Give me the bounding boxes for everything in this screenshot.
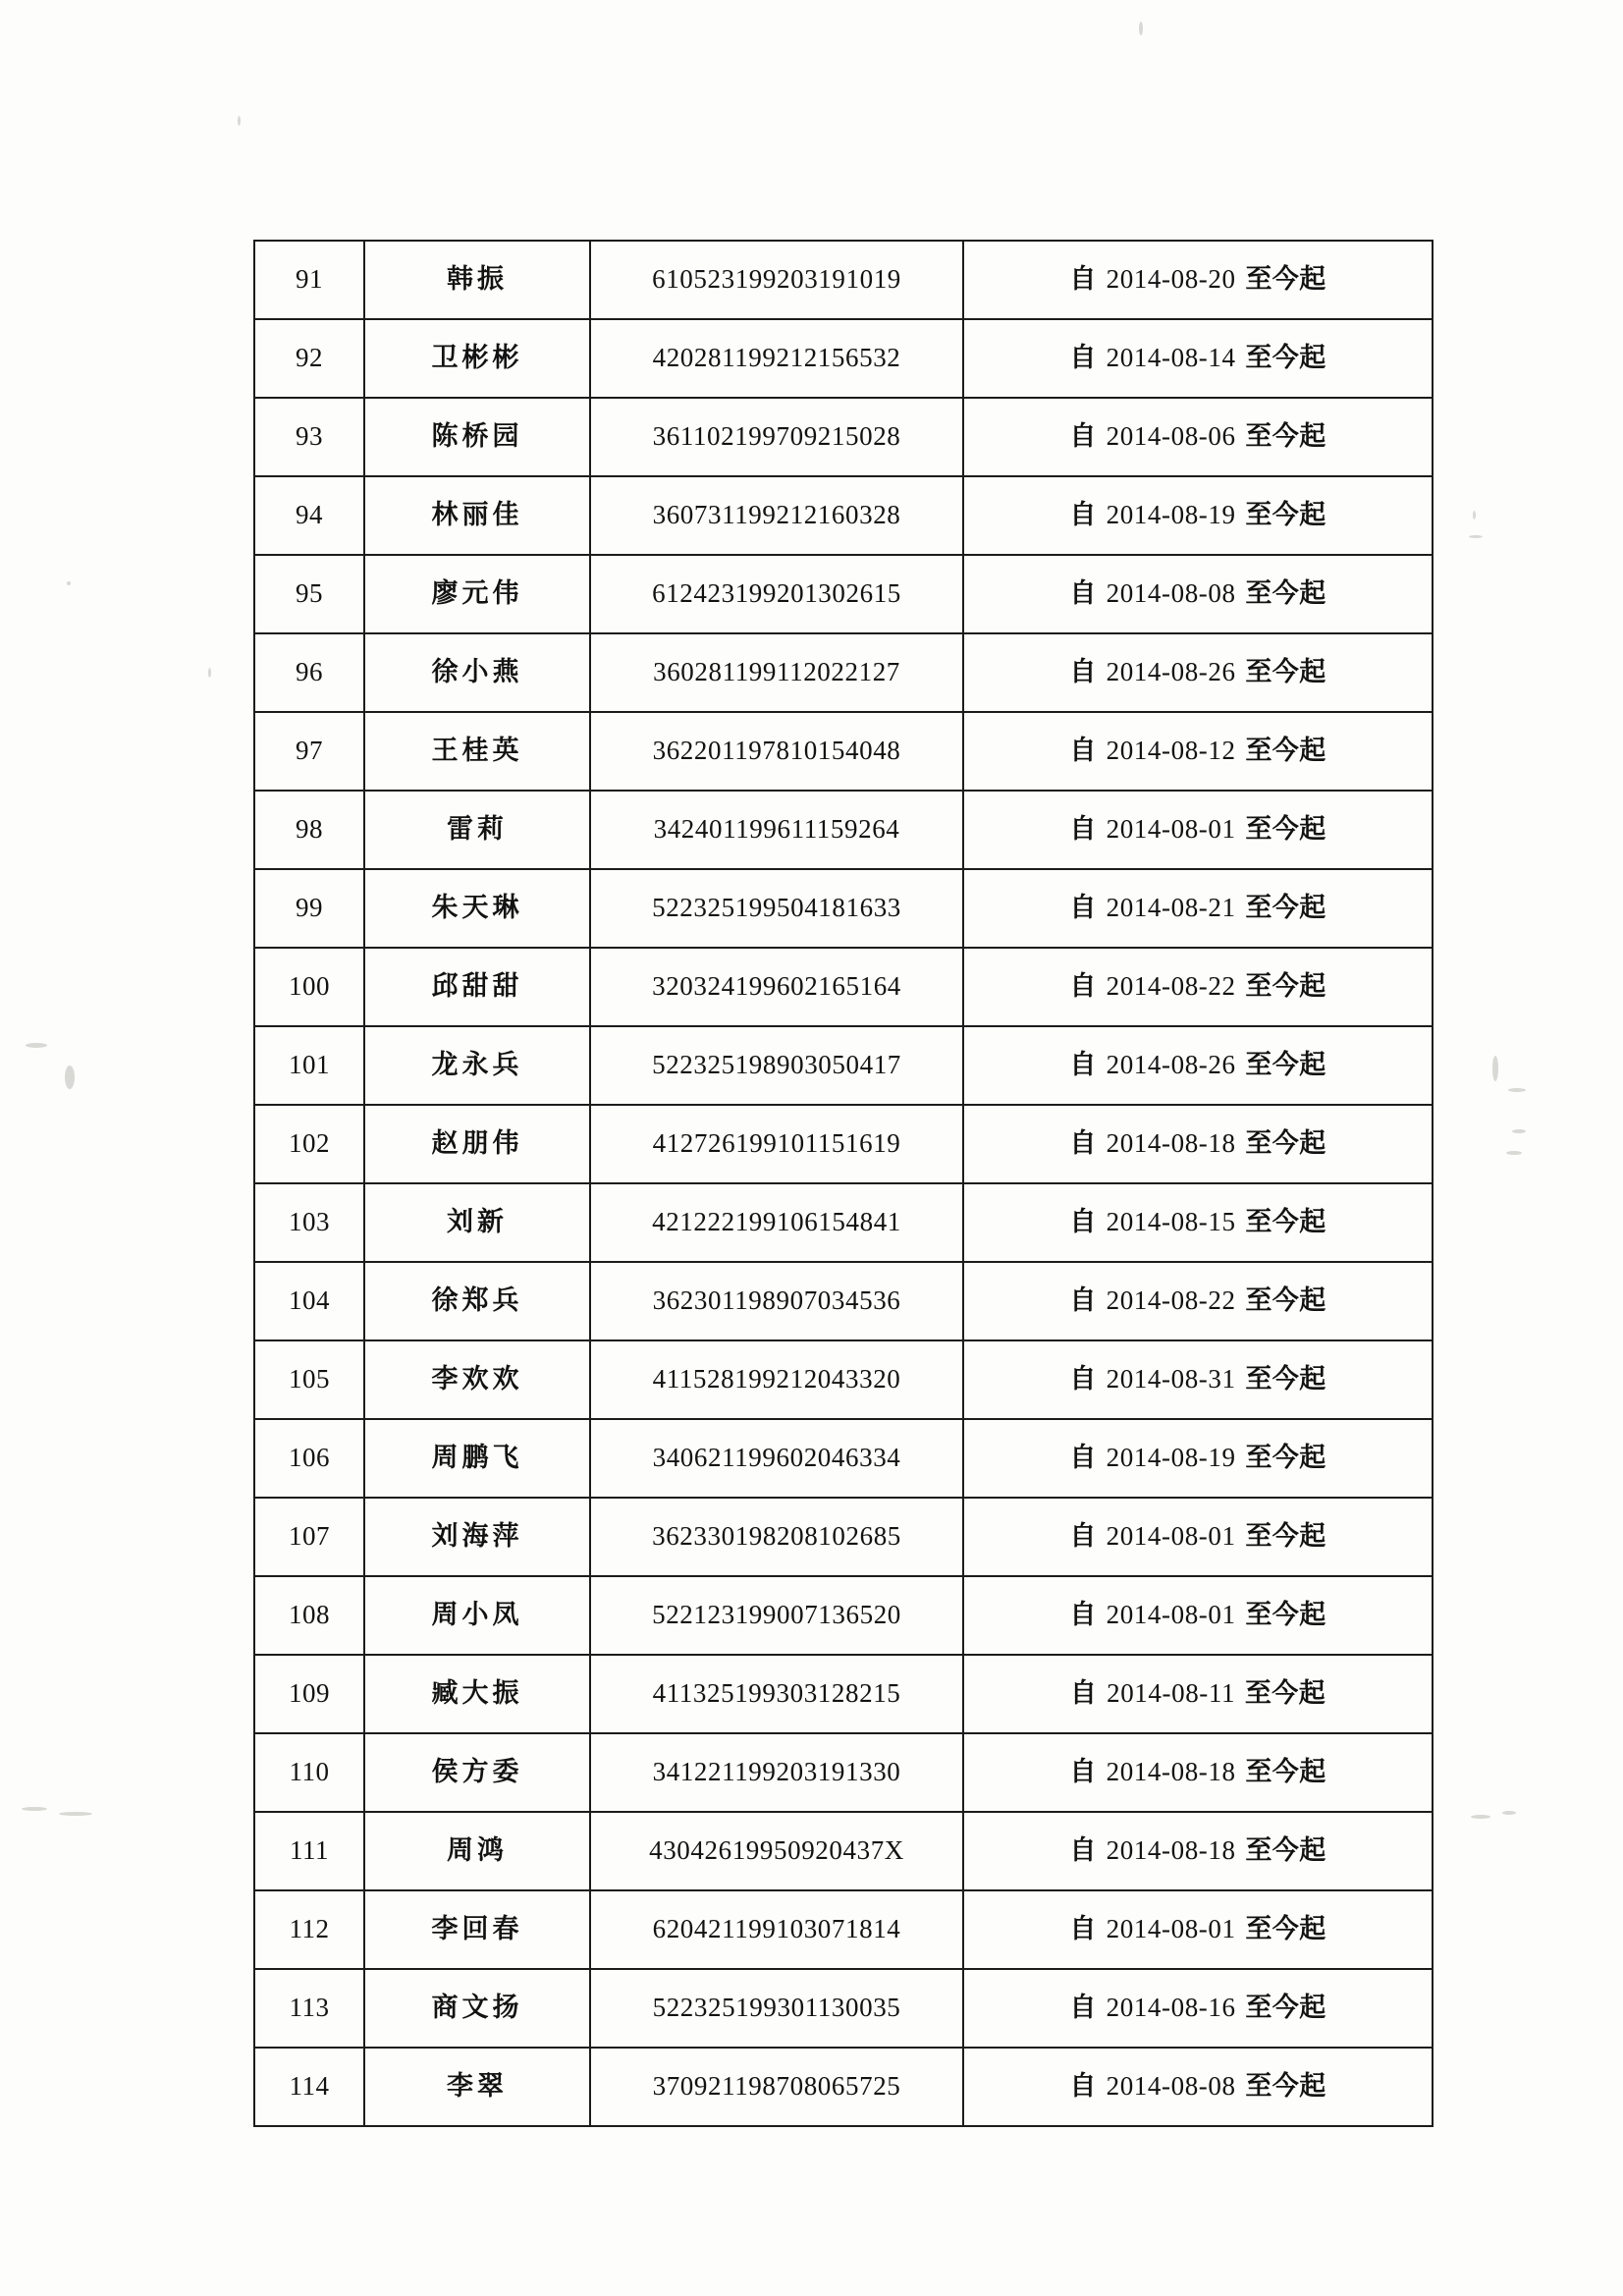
row-index: 92 <box>254 319 364 398</box>
row-id-number: 612423199201302615 <box>590 555 963 633</box>
row-date-range <box>963 1812 1433 1890</box>
row-index: 108 <box>254 1576 364 1655</box>
date-prefix: 自 <box>1069 971 1097 1003</box>
row-index: 91 <box>254 241 364 319</box>
date-prefix: 自 <box>1069 893 1097 924</box>
row-date-range <box>963 1969 1433 2048</box>
scan-speck <box>1502 1811 1516 1815</box>
row-index: 97 <box>254 712 364 791</box>
date-prefix: 自 <box>1069 421 1097 453</box>
row-id-number: 411325199303128215 <box>590 1655 963 1733</box>
row-id-number: 421222199106154841 <box>590 1183 963 1262</box>
date-value: 2014-08-01 <box>1106 1914 1236 1944</box>
row-index: 109 <box>254 1655 364 1733</box>
row-id-number: 620421199103071814 <box>590 1890 963 1969</box>
scan-speck <box>1492 1056 1498 1081</box>
date-prefix: 自 <box>1069 736 1097 767</box>
scan-speck <box>1506 1151 1522 1155</box>
table-row <box>254 1733 1433 1812</box>
row-id-number: 412726199101151619 <box>590 1105 963 1183</box>
row-date-range <box>963 1105 1433 1183</box>
date-suffix: 至今起 <box>1245 893 1326 924</box>
date-value: 2014-08-06 <box>1106 421 1236 452</box>
scan-speck <box>26 1043 47 1048</box>
date-prefix: 自 <box>1069 657 1097 688</box>
row-id-number: 522325198903050417 <box>590 1026 963 1105</box>
row-date-range <box>963 791 1433 869</box>
date-prefix: 自 <box>1069 1443 1097 1474</box>
date-suffix: 至今起 <box>1245 2071 1326 2103</box>
row-name: 龙永兵 <box>364 1026 590 1105</box>
row-date-range <box>963 1419 1433 1498</box>
row-name: 林丽佳 <box>364 476 590 555</box>
row-name: 赵朋伟 <box>364 1105 590 1183</box>
table-row <box>254 1183 1433 1262</box>
table-row <box>254 398 1433 476</box>
row-id-number: 361102199709215028 <box>590 398 963 476</box>
date-value: 2014-08-01 <box>1106 1600 1236 1630</box>
row-name: 徐郑兵 <box>364 1262 590 1340</box>
date-suffix: 至今起 <box>1245 343 1326 374</box>
table-row <box>254 1969 1433 2048</box>
row-index: 98 <box>254 791 364 869</box>
row-id-number: 342401199611159264 <box>590 791 963 869</box>
row-date-range <box>963 1026 1433 1105</box>
row-id-number: 522325199301130035 <box>590 1969 963 2048</box>
date-value: 2014-08-18 <box>1106 1128 1236 1159</box>
date-suffix: 至今起 <box>1245 1521 1326 1553</box>
row-index: 95 <box>254 555 364 633</box>
registry-table <box>253 240 1434 2127</box>
date-suffix: 至今起 <box>1245 1835 1326 1867</box>
table-row <box>254 1890 1433 1969</box>
row-index: 94 <box>254 476 364 555</box>
row-date-range <box>963 476 1433 555</box>
row-date-range <box>963 1183 1433 1262</box>
row-date-range <box>963 1498 1433 1576</box>
scan-speck <box>1469 535 1483 538</box>
date-prefix: 自 <box>1069 2071 1097 2103</box>
row-id-number: 362201197810154048 <box>590 712 963 791</box>
row-id-number: 522123199007136520 <box>590 1576 963 1655</box>
row-name: 李翠 <box>364 2048 590 2126</box>
row-index: 110 <box>254 1733 364 1812</box>
table-row <box>254 869 1433 948</box>
row-index: 103 <box>254 1183 364 1262</box>
row-name: 刘海萍 <box>364 1498 590 1576</box>
row-date-range <box>963 2048 1433 2126</box>
scan-speck <box>1139 22 1143 35</box>
date-suffix: 至今起 <box>1245 657 1326 688</box>
date-prefix: 自 <box>1069 1993 1097 2024</box>
row-name: 李回春 <box>364 1890 590 1969</box>
table-row <box>254 1026 1433 1105</box>
row-index: 104 <box>254 1262 364 1340</box>
row-index: 101 <box>254 1026 364 1105</box>
table-row <box>254 712 1433 791</box>
date-value: 2014-08-01 <box>1106 1521 1236 1552</box>
table-row <box>254 1576 1433 1655</box>
scan-speck <box>238 116 241 126</box>
date-suffix: 至今起 <box>1245 814 1326 846</box>
row-date-range <box>963 712 1433 791</box>
scan-speck <box>1473 511 1476 519</box>
date-value: 2014-08-22 <box>1106 1285 1236 1316</box>
row-date-range <box>963 1576 1433 1655</box>
date-value: 2014-08-08 <box>1106 2071 1236 2102</box>
row-id-number: 43042619950920437X <box>590 1812 963 1890</box>
date-value: 2014-08-16 <box>1106 1993 1236 2023</box>
table-row <box>254 1498 1433 1576</box>
date-suffix: 至今起 <box>1245 1207 1326 1238</box>
row-id-number: 420281199212156532 <box>590 319 963 398</box>
date-prefix: 自 <box>1069 1835 1097 1867</box>
row-id-number: 411528199212043320 <box>590 1340 963 1419</box>
date-value: 2014-08-26 <box>1106 1050 1236 1080</box>
row-index: 113 <box>254 1969 364 2048</box>
row-index: 111 <box>254 1812 364 1890</box>
scan-speck <box>67 581 71 585</box>
row-date-range <box>963 319 1433 398</box>
date-suffix: 至今起 <box>1245 1993 1326 2024</box>
date-suffix: 至今起 <box>1245 736 1326 767</box>
registry-table-body <box>254 241 1433 2126</box>
date-suffix: 至今起 <box>1245 264 1326 296</box>
date-suffix: 至今起 <box>1245 1914 1326 1945</box>
table-row <box>254 1262 1433 1340</box>
date-prefix: 自 <box>1069 1521 1097 1553</box>
date-value: 2014-08-19 <box>1106 500 1236 530</box>
date-value: 2014-08-19 <box>1106 1443 1236 1473</box>
table-row <box>254 1419 1433 1498</box>
row-date-range <box>963 1262 1433 1340</box>
date-value: 2014-08-20 <box>1106 264 1236 295</box>
date-value: 2014-08-14 <box>1106 343 1236 373</box>
table-row <box>254 633 1433 712</box>
row-name: 周鸿 <box>364 1812 590 1890</box>
row-date-range <box>963 1733 1433 1812</box>
date-prefix: 自 <box>1069 1364 1097 1395</box>
date-value: 2014-08-18 <box>1106 1835 1236 1866</box>
row-date-range <box>963 869 1433 948</box>
row-index: 99 <box>254 869 364 948</box>
scan-speck <box>1471 1815 1490 1819</box>
row-name: 商文扬 <box>364 1969 590 2048</box>
row-index: 93 <box>254 398 364 476</box>
scan-speck <box>1508 1088 1526 1092</box>
date-suffix: 至今起 <box>1245 1364 1326 1395</box>
row-name: 朱天琳 <box>364 869 590 948</box>
row-id-number: 341221199203191330 <box>590 1733 963 1812</box>
row-index: 96 <box>254 633 364 712</box>
row-name: 卫彬彬 <box>364 319 590 398</box>
date-prefix: 自 <box>1069 1207 1097 1238</box>
date-suffix: 至今起 <box>1245 500 1326 531</box>
table-row <box>254 1340 1433 1419</box>
table-row <box>254 1812 1433 1890</box>
date-prefix: 自 <box>1069 1050 1097 1081</box>
date-value: 2014-08-15 <box>1106 1207 1236 1237</box>
date-suffix: 至今起 <box>1245 1757 1326 1788</box>
row-id-number: 340621199602046334 <box>590 1419 963 1498</box>
row-date-range <box>963 398 1433 476</box>
date-suffix: 至今起 <box>1245 1285 1326 1317</box>
date-prefix: 自 <box>1069 1678 1098 1710</box>
row-name: 刘新 <box>364 1183 590 1262</box>
row-index: 112 <box>254 1890 364 1969</box>
date-suffix: 至今起 <box>1244 1678 1326 1710</box>
row-index: 114 <box>254 2048 364 2126</box>
row-name: 周鹏飞 <box>364 1419 590 1498</box>
row-id-number: 320324199602165164 <box>590 948 963 1026</box>
row-index: 105 <box>254 1340 364 1419</box>
date-prefix: 自 <box>1069 264 1097 296</box>
date-value: 2014-08-21 <box>1106 893 1236 923</box>
row-date-range <box>963 1890 1433 1969</box>
date-prefix: 自 <box>1069 1128 1097 1160</box>
date-value: 2014-08-22 <box>1106 971 1236 1002</box>
date-prefix: 自 <box>1069 500 1097 531</box>
date-prefix: 自 <box>1069 1285 1097 1317</box>
row-name: 雷莉 <box>364 791 590 869</box>
registry-table-container <box>253 240 1432 2127</box>
date-value: 2014-08-31 <box>1106 1364 1236 1394</box>
row-date-range <box>963 633 1433 712</box>
row-date-range <box>963 948 1433 1026</box>
row-id-number: 362330198208102685 <box>590 1498 963 1576</box>
date-value: 2014-08-01 <box>1106 814 1236 845</box>
row-date-range <box>963 1340 1433 1419</box>
date-value: 2014-08-26 <box>1106 657 1236 687</box>
date-suffix: 至今起 <box>1245 971 1326 1003</box>
date-value: 2014-08-08 <box>1106 578 1236 609</box>
table-row <box>254 791 1433 869</box>
row-id-number: 360281199112022127 <box>590 633 963 712</box>
row-date-range <box>963 1655 1433 1733</box>
row-name: 陈桥园 <box>364 398 590 476</box>
scan-speck <box>59 1812 92 1816</box>
table-row <box>254 476 1433 555</box>
row-id-number: 522325199504181633 <box>590 869 963 948</box>
row-id-number: 610523199203191019 <box>590 241 963 319</box>
scan-speck <box>22 1807 47 1811</box>
date-value: 2014-08-12 <box>1106 736 1236 766</box>
table-row <box>254 555 1433 633</box>
row-name: 侯方委 <box>364 1733 590 1812</box>
row-date-range <box>963 241 1433 319</box>
scan-speck <box>65 1066 75 1089</box>
date-prefix: 自 <box>1069 1914 1097 1945</box>
row-id-number: 370921198708065725 <box>590 2048 963 2126</box>
date-suffix: 至今起 <box>1245 1600 1326 1631</box>
date-prefix: 自 <box>1069 343 1097 374</box>
date-prefix: 自 <box>1069 1600 1097 1631</box>
row-id-number: 360731199212160328 <box>590 476 963 555</box>
scan-speck <box>1512 1129 1526 1133</box>
table-row <box>254 948 1433 1026</box>
date-suffix: 至今起 <box>1245 1128 1326 1160</box>
row-index: 106 <box>254 1419 364 1498</box>
table-row <box>254 2048 1433 2126</box>
row-date-range <box>963 555 1433 633</box>
table-row <box>254 1105 1433 1183</box>
row-name: 廖元伟 <box>364 555 590 633</box>
scan-speck <box>208 668 211 678</box>
date-suffix: 至今起 <box>1245 1050 1326 1081</box>
date-suffix: 至今起 <box>1245 1443 1326 1474</box>
row-index: 102 <box>254 1105 364 1183</box>
table-row <box>254 1655 1433 1733</box>
row-index: 107 <box>254 1498 364 1576</box>
date-prefix: 自 <box>1069 1757 1097 1788</box>
table-row <box>254 241 1433 319</box>
row-index: 100 <box>254 948 364 1026</box>
row-id-number: 362301198907034536 <box>590 1262 963 1340</box>
row-name: 李欢欢 <box>364 1340 590 1419</box>
row-name: 邱甜甜 <box>364 948 590 1026</box>
date-value: 2014-08-11 <box>1107 1678 1236 1709</box>
row-name: 徐小燕 <box>364 633 590 712</box>
date-value: 2014-08-18 <box>1106 1757 1236 1787</box>
date-suffix: 至今起 <box>1245 421 1326 453</box>
row-name: 周小凤 <box>364 1576 590 1655</box>
table-row <box>254 319 1433 398</box>
date-suffix: 至今起 <box>1245 578 1326 610</box>
row-name: 王桂英 <box>364 712 590 791</box>
date-prefix: 自 <box>1069 578 1097 610</box>
row-name: 臧大振 <box>364 1655 590 1733</box>
date-prefix: 自 <box>1069 814 1097 846</box>
row-name: 韩振 <box>364 241 590 319</box>
